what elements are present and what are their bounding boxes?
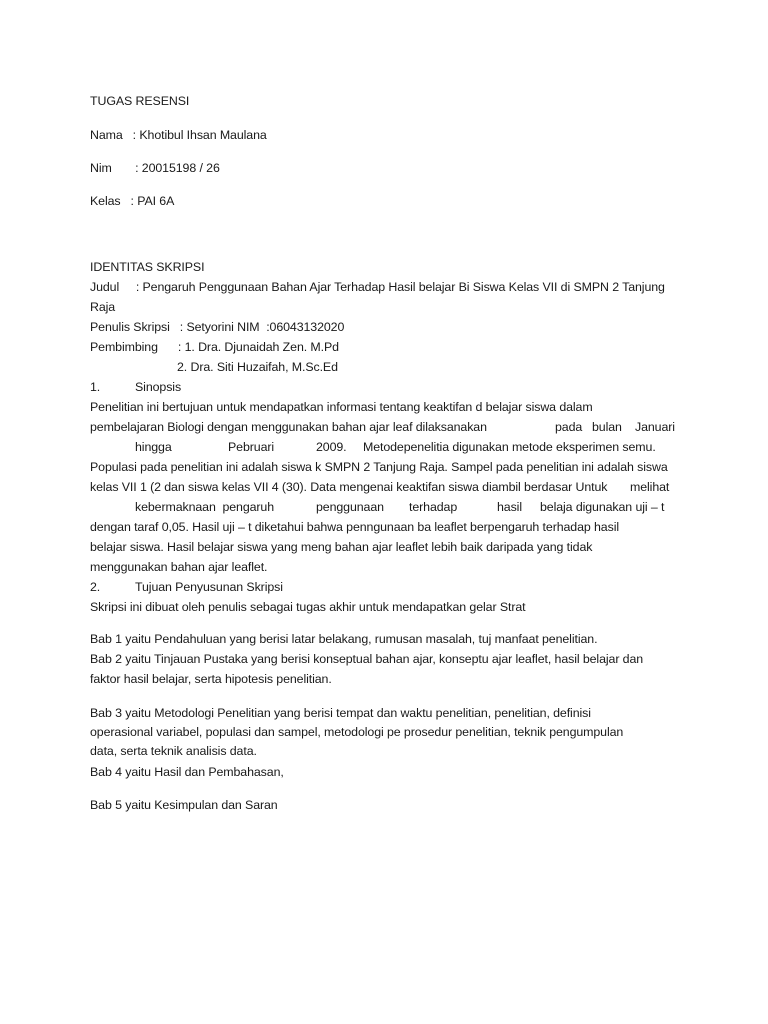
sinopsis-line-6-d: hasil [497, 500, 522, 514]
sinopsis-line-3-b: Pebruari [228, 440, 275, 454]
judul-line-2: Raja [90, 300, 116, 314]
sinopsis-line-6-c: terhadap [409, 500, 458, 514]
bab-3-line-2: operasional variabel, populasi dan sampel, metodologi pe prosedur penelitian, teknik pengumpulan [90, 725, 624, 739]
tujuan-line-1: Skripsi ini dibuat oleh penulis sebagai tugas akhir untuk mendapatkan gelar Strat [90, 600, 526, 614]
sinopsis-line-2-a: pembelajaran Biologi dengan menggunakan bahan ajar leaf dilaksanakan [90, 420, 487, 434]
sinopsis-line-4: Populasi pada penelitian ini adalah siswa k SMPN 2 Tanjung Raja. Sampel pada penelitian ini adalah siswa [90, 460, 668, 474]
sinopsis-line-2-b: pada [555, 420, 583, 434]
sinopsis-line-3-a: hingga [135, 440, 172, 454]
sinopsis-line-2-c: bulan [592, 420, 622, 434]
sinopsis-line-5-b: melihat [630, 480, 670, 494]
tujuan-number: 2. [90, 580, 101, 594]
bab-3-line-3: data, serta teknik analisis data. [90, 744, 257, 758]
sinopsis-line-2-d: Januari [635, 420, 675, 434]
bab-2-line-1: Bab 2 yaitu Tinjauan Pustaka yang berisi konseptual bahan ajar, konseptu ajar leaflet, hasil belajar dan [90, 652, 644, 666]
sinopsis-line-5-a: kelas VII 1 (2 dan siswa kelas VII 4 (30). Data mengenai keaktifan siswa diambil berdasar Untuk [90, 480, 608, 494]
nama-line: Nama : Khotibul Ihsan Maulana [90, 128, 267, 142]
penulis-line: Penulis Skripsi : Setyorini NIM :06043132020 [90, 320, 345, 334]
bab-2-line-2: faktor hasil belajar, serta hipotesis penelitian. [90, 672, 332, 686]
pembimbing-line-1: Pembimbing : 1. Dra. Djunaidah Zen. M.Pd [90, 340, 339, 354]
bab-4-line: Bab 4 yaitu Hasil dan Pembahasan, [90, 765, 284, 779]
sinopsis-line-7: dengan taraf 0,05. Hasil uji – t diketahui bahwa penngunaan ba leaflet berpengaruh terhadap hasil [90, 520, 620, 534]
judul-line-1: Judul : Pengaruh Penggunaan Bahan Ajar Terhadap Hasil belajar Bi Siswa Kelas VII di SMPN 2 Tanjung [90, 280, 665, 294]
sinopsis-heading: Sinopsis [135, 380, 182, 394]
sinopsis-line-6-b: penggunaan [316, 500, 384, 514]
sinopsis-line-8: belajar siswa. Hasil belajar siswa yang meng bahan ajar leaflet lebih baik daripada yang tidak [90, 540, 593, 554]
sinopsis-line-3-d: Metodepenelitia digunakan metode eksperimen semu. [363, 440, 656, 454]
sinopsis-line-9: menggunakan bahan ajar leaflet. [90, 560, 268, 574]
kelas-line: Kelas : PAI 6A [90, 194, 175, 208]
bab-1-line: Bab 1 yaitu Pendahuluan yang berisi latar belakang, rumusan masalah, tuj manfaat penelitian. [90, 632, 598, 646]
pembimbing-line-2: 2. Dra. Siti Huzaifah, M.Sc.Ed [177, 360, 338, 374]
document-title: TUGAS RESENSI [90, 94, 190, 108]
identitas-heading: IDENTITAS SKRIPSI [90, 260, 205, 274]
sinopsis-line-1: Penelitian ini bertujuan untuk mendapatkan informasi tentang keaktifan d belajar siswa dalam [90, 400, 593, 414]
nim-line: Nim : 20015198 / 26 [90, 161, 220, 175]
sinopsis-line-3-c: 2009. [316, 440, 347, 454]
tujuan-heading: Tujuan Penyusunan Skripsi [135, 580, 283, 594]
sinopsis-line-6-a: kebermaknaan pengaruh [135, 500, 275, 514]
sinopsis-number: 1. [90, 380, 101, 394]
bab-5-line: Bab 5 yaitu Kesimpulan dan Saran [90, 798, 278, 812]
bab-3-line-1: Bab 3 yaitu Metodologi Penelitian yang berisi tempat dan waktu penelitian, penelitian, definisi [90, 706, 591, 720]
sinopsis-line-6-e: belaja digunakan uji – t [540, 500, 665, 514]
